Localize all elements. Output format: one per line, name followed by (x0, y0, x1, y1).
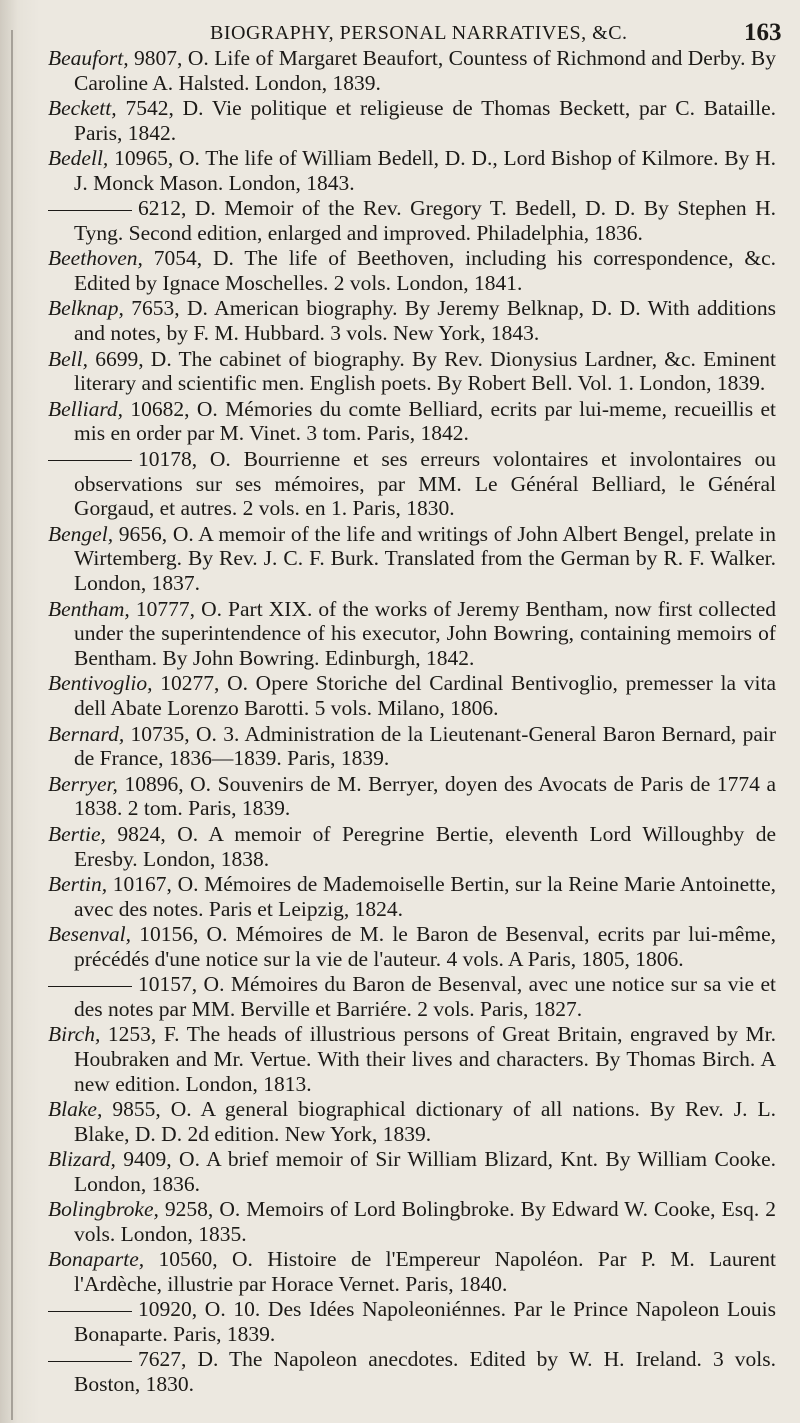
entry-heading: Bell, (48, 346, 88, 371)
ditto-rule (48, 986, 132, 987)
entry-heading: Bentivoglio, (48, 671, 153, 696)
catalog-entry (24, 1247, 776, 1297)
entry-text: 7054, D. The life of Beethoven, including his correspondence, &c. Edited by Ignace Moschelles. 2 vols. London, 1841. (74, 246, 776, 296)
entry-heading: Bengel, (48, 521, 114, 546)
entry-heading: Bolingbroke, (48, 1197, 159, 1222)
entry-heading: Bernard, (48, 721, 125, 746)
entry-text: 10682, O. Mémories du comte Belliard, ecrits par lui-meme, recueillis et mis en order par M. Vinet. 3 tom. Paris, 1842. (74, 396, 776, 446)
entry-heading: Belliard, (48, 396, 124, 421)
entry-text: 10167, O. Mémoires de Mademoiselle Bertin, sur la Reine Marie Antoinette, avec des notes. Paris et Leipzig, 1824. (74, 871, 776, 921)
entry-text: 9855, O. A general biographical dictionary of all nations. By Rev. J. L. Blake, D. D. 2d edition. New York, 1839. (74, 1096, 776, 1146)
entry-heading: Besenval, (48, 921, 131, 946)
catalog-entry (24, 597, 776, 671)
entry-heading: Birch, (48, 1022, 101, 1047)
entry-text: 7653, D. American biography. By Jeremy Belknap, D. D. With additions and notes, by F. M. Hubbard. 3 vols. New York, 1843. (74, 296, 776, 346)
running-title: BIOGRAPHY, PERSONAL NARRATIVES, &C. (210, 22, 628, 44)
entry-text: 9656, O. A memoir of the life and writings of John Albert Bengel, prelate in Wirtemberg. By Rev. J. C. F. Burk. Translated from the German by R. F. Walker. London, 1837. (74, 521, 776, 596)
catalog-entry (24, 1197, 776, 1247)
ditto-rule (48, 460, 132, 461)
entry-heading: Beaufort, (48, 46, 129, 70)
entry-text: 9807, O. Life of Margaret Beaufort, Countess of Richmond and Derby. By Caroline A. Halsted. London, 1839. (74, 46, 776, 95)
entry-heading: Berryer, (48, 771, 118, 796)
entry-heading: Bentham, (48, 596, 130, 621)
catalog-entry (24, 671, 776, 721)
entry-text: 9258, O. Memoirs of Lord Bolingbroke. By Edward W. Cooke, Esq. 2 vols. London, 1835. (74, 1197, 776, 1246)
ditto-rule (48, 1311, 132, 1312)
catalog-entry (24, 1147, 776, 1197)
entry-text: 10777, O. Part XIX. of the works of Jeremy Bentham, now first collected under the superintendence of his executor, John Bowring, containing memoirs of Bentham. By John Bowring. Edinburgh, 1842. (74, 596, 776, 671)
entry-text: 6699, D. The cabinet of biography. By Rev. Dionysius Lardner, &c. Eminent literary and scientific men. English poets. By Robert Bell. Vol. 1. London, 1839. (74, 346, 776, 396)
catalog-entry (24, 972, 776, 1022)
page-gutter-edge (11, 30, 13, 1420)
entry-heading: Beckett, (48, 96, 117, 121)
catalog-entry (24, 872, 776, 922)
entry-heading: Blake, (48, 1096, 103, 1121)
entry-text: 10965, O. The life of William Bedell, D. D., Lord Bishop of Kilmore. By H. J. Monck Mason. London, 1843. (74, 146, 776, 195)
ditto-rule (48, 1361, 132, 1362)
entry-text: 1253, F. The heads of illustrious persons of Great Britain, engraved by Mr. Houbraken and Mr. Vertue. With their lives and characters. By Thomas Birch. A new edition. London, 1813. (74, 1022, 776, 1096)
entry-text: 10157, O. Mémoires du Baron de Besenval, avec une notice sur sa vie et des notes par MM. Berville et Barriére. 2 vols. Paris, 1827. (74, 971, 776, 1021)
catalog-entry (24, 1022, 776, 1096)
catalog-entry (24, 46, 776, 96)
entry-text: 7542, D. Vie politique et religieuse de Thomas Beckett, par C. Bataille. Paris, 1842. (74, 96, 776, 145)
catalog-entry (24, 522, 776, 596)
entry-text: 9824, O. A memoir of Peregrine Bertie, eleventh Lord Willoughby de Eresby. London, 1838. (74, 821, 776, 871)
entry-heading: Bonaparte, (48, 1247, 145, 1272)
catalog-entry (24, 922, 776, 972)
catalog-entry (24, 296, 776, 346)
entry-text: 10920, O. 10. Des Idées Napoleoniénnes. Par le Prince Napoleon Louis Bonaparte. Paris, 1839. (74, 1297, 776, 1347)
catalog-entries (24, 46, 776, 1398)
ditto-rule (48, 210, 132, 211)
entry-text: 10896, O. Souvenirs de M. Berryer, doyen des Avocats de Paris de 1774 a 1838. 2 tom. Paris, 1839. (74, 771, 776, 821)
entry-heading: Bedell, (48, 146, 109, 171)
catalog-entry (24, 96, 776, 146)
entry-heading: Belknap, (48, 296, 124, 321)
entry-text: 6212, D. Memoir of the Rev. Gregory T. Bedell, D. D. By Stephen H. Tyng. Second edition, enlarged and improved. Philadelphia, 1836. (74, 196, 776, 246)
catalog-entry (24, 397, 776, 447)
entry-text: 10735, O. 3. Administration de la Lieutenant-General Baron Bernard, pair de France, 1836—1839. Paris, 1839. (74, 721, 776, 771)
entry-heading: Bertin, (48, 871, 108, 896)
catalog-entry (24, 447, 776, 521)
page-number: 163 (744, 19, 782, 46)
running-head (0, 16, 800, 46)
entry-text: 10277, O. Opere Storiche del Cardinal Bentivoglio, premesser la vita dell Abate Lorenzo Barotti. 5 vols. Milano, 1806. (74, 671, 776, 721)
entry-heading: Blizard, (48, 1147, 116, 1172)
catalog-entry (24, 822, 776, 872)
catalog-entry (24, 1097, 776, 1147)
catalog-entry (24, 146, 776, 196)
entry-heading: Beethoven, (48, 246, 143, 271)
entry-text: 9409, O. A brief memoir of Sir William Blizard, Knt. By William Cooke. London, 1836. (74, 1147, 776, 1196)
entry-text: 7627, D. The Napoleon anecdotes. Edited by W. H. Ireland. 3 vols. Boston, 1830. (74, 1347, 776, 1397)
catalog-entry (24, 1347, 776, 1397)
catalog-entry (24, 772, 776, 822)
catalog-entry (24, 246, 776, 296)
catalog-entry (24, 722, 776, 772)
catalog-entry (24, 196, 776, 246)
catalog-entry (24, 347, 776, 397)
entry-text: 10156, O. Mémoires de M. le Baron de Besenval, ecrits par lui-même, précédés d'une notice sur la vie de l'auteur. 4 vols. A Paris, 1805, 1806. (74, 921, 776, 971)
entry-heading: Bertie, (48, 821, 106, 846)
entry-text: 10178, O. Bourrienne et ses erreurs volontaires et involontaires ou observations sur ses mémoires, par MM. Le Général Belliard, le Général Gorgaud, et autres. 2 vols. en 1. Paris, 1830. (74, 446, 776, 521)
entry-text: 10560, O. Histoire de l'Empereur Napoléon. Par P. M. Laurent l'Ardèche, illustrie par Horace Vernet. Paris, 1840. (74, 1247, 776, 1297)
catalog-entry (24, 1297, 776, 1347)
